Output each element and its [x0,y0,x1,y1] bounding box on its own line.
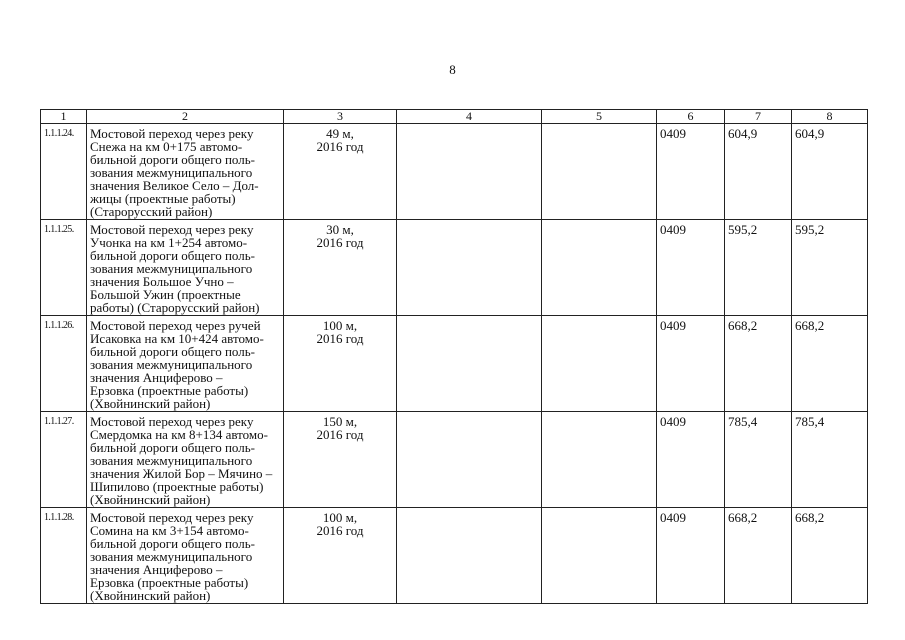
item-col4 [397,220,542,316]
item-number: 1.1.1.25. [41,220,87,316]
item-name-line: Снежа на км 0+175 автомо- [90,139,243,154]
item-col5 [542,412,657,508]
item-name-line: значения Анциферово – [90,562,223,577]
item-col5 [542,508,657,604]
item-name-line: бильной дороги общего поль- [90,536,255,551]
item-name-line: значения Великое Село – Дол- [90,178,259,193]
column-header-2: 2 [87,110,284,124]
item-code: 0409 [657,412,725,508]
item-size-year [284,220,397,316]
item-col4 [397,316,542,412]
item-name-line: значения Жилой Бор – Мячино – [90,466,273,481]
item-name-line: зования межмуниципального [90,357,253,372]
column-header-1: 1 [41,110,87,124]
item-name-line: работы) (Старорусский район) [90,300,260,315]
item-year: 2016 год [316,235,364,250]
item-name-line: Мостовой переход через реку [90,222,254,237]
item-name-line: Ерзовка (проектные работы) [90,575,249,590]
item-value-7: 604,9 [725,124,792,220]
item-name-line: жицы (проектные работы) [90,191,236,206]
item-code: 0409 [657,220,725,316]
item-length: 150 м, [322,414,358,429]
item-col5 [542,220,657,316]
program-table [40,109,868,604]
item-name-line: (Хвойнинский район) [90,588,211,603]
column-header-6: 6 [657,110,725,124]
item-name [87,316,284,412]
item-value-7: 668,2 [725,508,792,604]
item-name-line: бильной дороги общего поль- [90,344,255,359]
item-value-8: 785,4 [792,412,868,508]
item-name-line: (Старорусский район) [90,204,213,219]
item-col4 [397,412,542,508]
item-col4 [397,124,542,220]
item-col4 [397,508,542,604]
item-col5 [542,124,657,220]
item-number: 1.1.1.26. [41,316,87,412]
item-name-line: зования межмуниципального [90,165,253,180]
item-name-line: зования межмуниципального [90,261,253,276]
table-row [41,412,868,508]
item-name-line: Исаковка на км 10+424 автомо- [90,331,264,346]
item-name-line: Мостовой переход через реку [90,126,254,141]
item-name-line: Учонка на км 1+254 автомо- [90,235,248,250]
item-year: 2016 год [316,331,364,346]
item-name-line: Сомина на км 3+154 автомо- [90,523,249,538]
column-header-3: 3 [284,110,397,124]
item-name-line: (Хвойнинский район) [90,492,211,507]
item-size-year [284,124,397,220]
item-name [87,508,284,604]
item-name-line: бильной дороги общего поль- [90,248,255,263]
item-length: 30 м, [326,222,354,237]
item-name-line: Шипилово (проектные работы) [90,479,264,494]
item-name-line: Смердомка на км 8+134 автомо- [90,427,268,442]
table-row [41,508,868,604]
item-name-line: Мостовой переход через реку [90,510,254,525]
table-row [41,220,868,316]
page-number: 8 [449,62,456,77]
column-header-5: 5 [542,110,657,124]
item-year: 2016 год [316,427,364,442]
item-value-7: 785,4 [725,412,792,508]
item-name-line: бильной дороги общего поль- [90,440,255,455]
item-number: 1.1.1.27. [41,412,87,508]
item-size-year [284,316,397,412]
item-col5 [542,316,657,412]
item-value-8: 668,2 [792,508,868,604]
item-year: 2016 год [316,523,364,538]
item-name [87,124,284,220]
item-number: 1.1.1.24. [41,124,87,220]
item-name-line: зования межмуниципального [90,549,253,564]
item-size-year [284,412,397,508]
item-name [87,412,284,508]
item-value-8: 668,2 [792,316,868,412]
item-name-line: Мостовой переход через ручей [90,318,261,333]
column-number-row [41,110,868,124]
item-name [87,220,284,316]
item-name-line: (Хвойнинский район) [90,396,211,411]
item-code: 0409 [657,316,725,412]
item-code: 0409 [657,124,725,220]
column-header-7: 7 [725,110,792,124]
item-name-line: Мостовой переход через реку [90,414,254,429]
item-value-7: 668,2 [725,316,792,412]
item-length: 49 м, [326,126,354,141]
column-header-8: 8 [792,110,868,124]
item-name-line: бильной дороги общего поль- [90,152,255,167]
item-name-line: значения Анциферово – [90,370,223,385]
item-year: 2016 год [316,139,364,154]
item-length: 100 м, [322,318,358,333]
item-name-line: зования межмуниципального [90,453,253,468]
column-header-4: 4 [397,110,542,124]
item-name-line: значения Большое Учно – [90,274,234,289]
item-name-line: Большой Ужин (проектные [90,287,241,302]
item-value-8: 604,9 [792,124,868,220]
item-value-7: 595,2 [725,220,792,316]
item-code: 0409 [657,508,725,604]
item-length: 100 м, [322,510,358,525]
item-size-year [284,508,397,604]
table-row [41,124,868,220]
item-number: 1.1.1.28. [41,508,87,604]
item-value-8: 595,2 [792,220,868,316]
item-name-line: Ерзовка (проектные работы) [90,383,249,398]
table-row [41,316,868,412]
